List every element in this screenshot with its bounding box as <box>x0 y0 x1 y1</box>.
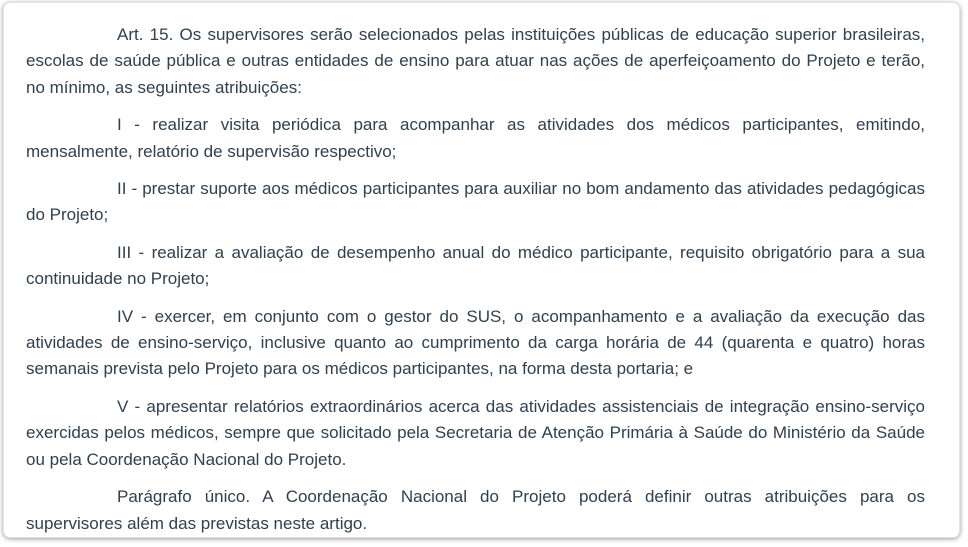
paragraph-paragrafo-unico: Parágrafo único. A Coordenação Nacional do Projeto poderá definir outras atribuições para os supervisores além das previstas neste artigo. <box>26 487 925 533</box>
paragraph-item-iii: III - realizar a avaliação de desempenho anual do médico participante, requisito obrigatório para a sua continuidade no Projeto; <box>26 242 925 289</box>
document-card <box>3 2 960 538</box>
paragraph-item-ii: II - prestar suporte aos médicos participantes para auxiliar no bom andamento das atividades pedagógicas do Projeto; <box>26 179 925 225</box>
paragraph-item-i: I - realizar visita periódica para acompanhar as atividades dos médicos participantes, emitindo, mensalmente, relatório de supervisão respectivo; <box>26 115 925 161</box>
paragraph-item-iv: IV - exercer, em conjunto com o gestor do SUS, o acompanhamento e a avaliação da execução das atividades de ensino-serviço, inclusive quanto ao cumprimento da carga horária de 44 (quarenta e quatro) horas semanais prevista pelo Projeto para os médicos participantes, na forma desta portaria; e <box>26 306 925 379</box>
paragraph-art-15: Art. 15. Os supervisores serão selecionados pelas instituições públicas de educação superior brasileiras, escolas de saúde pública e outras entidades de ensino para atuar nas ações de aperfeiçoamento do Projeto e terão, no mínimo, as seguintes atribuições: <box>26 25 925 97</box>
paragraph-item-v: V - apresentar relatórios extraordinários acerca das atividades assistenciais de integração ensino-serviço exercidas pelos médicos, sempre que solicitado pela Secretaria de Atenção Primária à Saúde do Ministério da Saúde ou pela Coordenação Nacional do Projeto. <box>26 396 925 469</box>
